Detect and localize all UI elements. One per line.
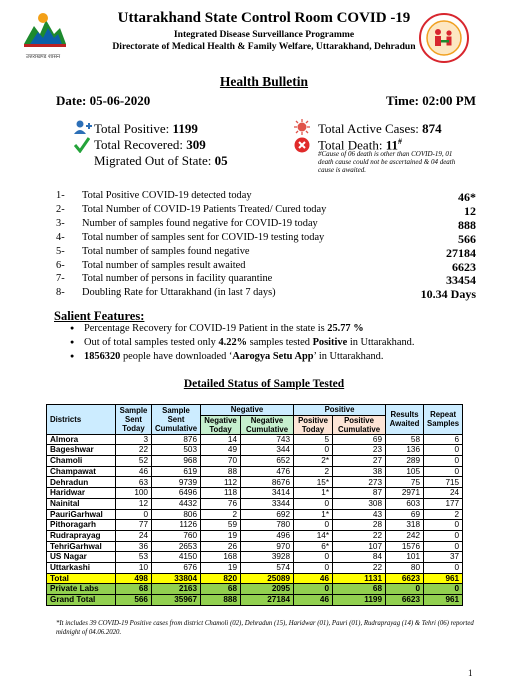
value-cell: 8676 (241, 477, 294, 488)
value-cell: 68 (201, 584, 241, 595)
value-cell: 715 (424, 477, 463, 488)
value-cell: 0 (424, 541, 463, 552)
value-cell: 22 (116, 445, 152, 456)
row-number: 3- (56, 217, 65, 229)
value-cell: 84 (333, 552, 386, 563)
row-number: 4- (56, 231, 65, 243)
value-cell: 2 (424, 509, 463, 520)
row-text: Total number of samples found negative (82, 245, 250, 257)
value-cell: 1199 (333, 595, 386, 606)
salient-text: Out of total samples tested only (84, 337, 219, 348)
value-cell: 70 (201, 456, 241, 467)
value-cell: 968 (152, 456, 201, 467)
value-cell: 6496 (152, 488, 201, 499)
value-cell: 0 (294, 584, 333, 595)
value-cell: 806 (152, 509, 201, 520)
value-cell: 876 (152, 434, 201, 445)
value-cell: 27184 (241, 595, 294, 606)
directorate-line: Directorate of Medical Health & Family Welfare, Uttarakhand, Dehradun (112, 41, 416, 52)
value-cell: 2095 (241, 584, 294, 595)
district-cell: Almora (47, 434, 116, 445)
value-cell: 63 (116, 477, 152, 488)
table-row (47, 434, 463, 445)
value-cell: 619 (152, 466, 201, 477)
district-cell: Haridwar (47, 488, 116, 499)
value-cell: 692 (241, 509, 294, 520)
row-value: 12 (464, 203, 476, 218)
value-cell: 1* (294, 488, 333, 499)
table-row (47, 530, 463, 541)
row-text: Total Positive COVID-19 detected today (82, 190, 252, 201)
value-cell: 3414 (241, 488, 294, 499)
logo-caption: उत्तराखण्ड शासन (25, 54, 61, 60)
value-cell: 22 (333, 530, 386, 541)
salient-value: Aarogya Setu App (232, 351, 314, 362)
total-active-value: 874 (422, 121, 442, 136)
value-cell: 1576 (386, 541, 424, 552)
value-cell: 574 (241, 562, 294, 573)
value-cell: 12 (116, 498, 152, 509)
value-cell: 23 (333, 445, 386, 456)
col-negative: Negative (201, 405, 294, 416)
value-cell: 760 (152, 530, 201, 541)
value-cell: 0 (424, 584, 463, 595)
salient-text: Percentage Recovery for COVID-19 Patient in the state is (84, 323, 328, 334)
value-cell: 780 (241, 520, 294, 531)
footnote: *It includes 39 COVID-19 Positive cases from district Chamoli (02), Dehradun (15), Haridwar (01), Pauri (01), Rudraprayag (14) & Tehri (06) reported midnight of 04.06.2020. (56, 620, 474, 636)
value-cell: 24 (424, 488, 463, 499)
value-cell: 5 (294, 434, 333, 445)
value-cell: 676 (152, 562, 201, 573)
salient-value: 1856320 (84, 351, 121, 362)
value-cell: 100 (116, 488, 152, 499)
value-cell: 6 (424, 434, 463, 445)
value-cell: 318 (386, 520, 424, 531)
value-cell: 1* (294, 509, 333, 520)
value-cell: 107 (333, 541, 386, 552)
death-mark: # (397, 137, 402, 146)
total-positive (94, 121, 198, 137)
programme-line: Integrated Disease Surveillance Programme (173, 29, 355, 40)
total-positive-label: Total Positive: (94, 121, 173, 136)
value-cell: 46 (116, 466, 152, 477)
bulletin-time: Time: 02:00 PM (386, 93, 477, 108)
value-cell: 1131 (333, 573, 386, 584)
salient-item-aarogya (84, 351, 383, 362)
value-cell: 961 (424, 595, 463, 606)
table-row (47, 520, 463, 531)
value-cell: 26 (201, 541, 241, 552)
district-cell: Bageshwar (47, 445, 116, 456)
total-death-label: Total Death: (318, 137, 386, 153)
bulletin-row (56, 273, 476, 287)
value-cell: 2653 (152, 541, 201, 552)
row-number: 7- (56, 273, 65, 285)
district-cell: Uttarkashi (47, 562, 116, 573)
value-cell: 0 (424, 562, 463, 573)
col-repeat-samples: Repeat Samples (424, 405, 463, 435)
value-cell: 19 (201, 530, 241, 541)
value-cell: 273 (333, 477, 386, 488)
value-cell: 2 (201, 509, 241, 520)
value-cell: 59 (201, 520, 241, 531)
row-text: Total number of samples result awaited (82, 259, 246, 271)
bulletin-row (56, 260, 476, 274)
salient-value: 25.77 % (327, 323, 364, 334)
page-title: Uttarakhand State Control Room COVID -19 (117, 10, 411, 26)
district-cell: PauriGarhwal (47, 509, 116, 520)
district-cell: Private Labs (47, 584, 116, 595)
value-cell: 2971 (386, 488, 424, 499)
table-grand-total-row (47, 595, 463, 606)
table-row (47, 498, 463, 509)
value-cell: 49 (201, 445, 241, 456)
value-cell: 0 (294, 498, 333, 509)
value-cell: 0 (424, 520, 463, 531)
value-cell: 27 (333, 456, 386, 467)
value-cell: 68 (333, 584, 386, 595)
value-cell: 52 (116, 456, 152, 467)
value-cell: 476 (241, 466, 294, 477)
table-total-row (47, 573, 463, 584)
value-cell: 25089 (241, 573, 294, 584)
row-text: Number of samples found negative for COVID-19 today (82, 217, 318, 229)
col-negative-cumulative: Negative Cumulative (241, 415, 294, 434)
value-cell: 603 (386, 498, 424, 509)
salient-item-positivity (84, 337, 414, 348)
value-cell: 58 (386, 434, 424, 445)
row-text: Doubling Rate for Uttarakhand (in last 7 days) (82, 287, 276, 299)
total-active-label: Total Active Cases: (318, 121, 423, 136)
district-cell: Total (47, 573, 116, 584)
bulletin-row (56, 246, 476, 260)
row-value: 566 (458, 231, 476, 246)
total-death-value: 11 (385, 137, 398, 153)
table-row (47, 445, 463, 456)
value-cell: 498 (116, 573, 152, 584)
migrated-label: Migrated Out of State: (94, 153, 215, 168)
value-cell: 43 (333, 509, 386, 520)
value-cell: 0 (424, 466, 463, 477)
death-note: #Cause of 06 death is other than COVID-19, 01 death cause could not be ascertained & 04 death cause is awaited. (318, 150, 456, 175)
page-number: 1 (468, 668, 473, 678)
sample-status-table (46, 404, 463, 606)
value-cell: 35967 (152, 595, 201, 606)
value-cell: 69 (386, 509, 424, 520)
value-cell: 0 (386, 584, 424, 595)
value-cell: 743 (241, 434, 294, 445)
total-positive-value: 1199 (172, 121, 198, 136)
col-positive: Positive (294, 405, 386, 416)
value-cell: 970 (241, 541, 294, 552)
value-cell: 0 (294, 445, 333, 456)
salient-value: Positive (312, 337, 348, 348)
row-value: 6623 (452, 259, 476, 274)
value-cell: 36 (116, 541, 152, 552)
salient-text: samples tested (247, 337, 313, 348)
value-cell: 6623 (386, 573, 424, 584)
value-cell: 0 (424, 456, 463, 467)
value-cell: 76 (201, 498, 241, 509)
table-row (47, 466, 463, 477)
row-value: 10.34 Days (420, 287, 476, 302)
row-number: 2- (56, 203, 65, 215)
row-number: 8- (56, 287, 65, 299)
value-cell: 0 (424, 530, 463, 541)
value-cell: 177 (424, 498, 463, 509)
salient-text: people have downloaded ‘ (120, 351, 233, 362)
value-cell: 289 (386, 456, 424, 467)
table-title: Detailed Status of Sample Tested (183, 378, 345, 390)
col-districts: Districts (47, 405, 116, 435)
district-cell: US Nagar (47, 552, 116, 563)
value-cell: 6623 (386, 595, 424, 606)
row-value: 33454 (446, 273, 476, 288)
value-cell: 3928 (241, 552, 294, 563)
value-cell: 53 (116, 552, 152, 563)
district-cell: Nainital (47, 498, 116, 509)
salient-value: 4.22% (218, 337, 248, 348)
value-cell: 19 (201, 562, 241, 573)
district-cell: Grand Total (47, 595, 116, 606)
value-cell: 2163 (152, 584, 201, 595)
district-cell: Chamoli (47, 456, 116, 467)
migrated-out (94, 153, 228, 169)
total-recovered-label: Total Recovered: (94, 137, 187, 152)
value-cell: 4150 (152, 552, 201, 563)
value-cell: 37 (424, 552, 463, 563)
value-cell: 112 (201, 477, 241, 488)
salient-text: ’ in Uttarakhand. (313, 351, 384, 362)
col-sample-sent-cumulative: Sample Sent Cumulative (152, 405, 201, 435)
value-cell: 136 (386, 445, 424, 456)
district-cell: Rudraprayag (47, 530, 116, 541)
value-cell: 2 (294, 466, 333, 477)
district-cell: Dehradun (47, 477, 116, 488)
row-text: Total number of samples sent for COVID-19 testing today (82, 231, 325, 243)
value-cell: 77 (116, 520, 152, 531)
bulletin-date: Date: 05-06-2020 (56, 93, 151, 108)
check-icon (74, 137, 90, 158)
migrated-value: 05 (214, 153, 228, 168)
value-cell: 496 (241, 530, 294, 541)
table-row (47, 509, 463, 520)
value-cell: 0 (294, 520, 333, 531)
value-cell: 105 (386, 466, 424, 477)
value-cell: 3 (116, 434, 152, 445)
value-cell: 652 (241, 456, 294, 467)
value-cell: 0 (116, 509, 152, 520)
salient-item-recovery (84, 323, 364, 334)
value-cell: 46 (294, 573, 333, 584)
value-cell: 28 (333, 520, 386, 531)
bulletin-title: Health Bulletin (219, 74, 309, 89)
row-number: 5- (56, 245, 65, 257)
value-cell: 961 (424, 573, 463, 584)
value-cell: 75 (386, 477, 424, 488)
value-cell: 24 (116, 530, 152, 541)
district-cell: Pithoragarh (47, 520, 116, 531)
bulletin-row (56, 232, 476, 246)
col-positive-cumulative: Positive Cumulative (333, 415, 386, 434)
value-cell: 0 (294, 552, 333, 563)
value-cell: 9739 (152, 477, 201, 488)
value-cell: 566 (116, 595, 152, 606)
bulletin-row (56, 218, 476, 232)
table-row (47, 562, 463, 573)
value-cell: 88 (201, 466, 241, 477)
close-circle-icon (294, 137, 310, 158)
bulletin-row (56, 190, 476, 204)
value-cell: 38 (333, 466, 386, 477)
salient-title: Salient Features: (54, 309, 145, 323)
value-cell: 168 (201, 552, 241, 563)
col-negative-today: Negative Today (201, 415, 241, 434)
value-cell: 15* (294, 477, 333, 488)
value-cell: 308 (333, 498, 386, 509)
value-cell: 3344 (241, 498, 294, 509)
value-cell: 33804 (152, 573, 201, 584)
value-cell: 503 (152, 445, 201, 456)
value-cell: 0 (294, 562, 333, 573)
col-results-awaited: Results Awaited (386, 405, 424, 435)
value-cell: 46 (294, 595, 333, 606)
value-cell: 87 (333, 488, 386, 499)
table-row (47, 552, 463, 563)
table-row (47, 477, 463, 488)
table-row (47, 456, 463, 467)
row-value: 888 (458, 217, 476, 232)
value-cell: 2* (294, 456, 333, 467)
row-number: 1- (56, 190, 65, 201)
row-text: Total number of persons in facility quarantine (82, 273, 273, 285)
row-value: 46* (458, 190, 476, 204)
total-recovered (94, 137, 206, 153)
value-cell: 14* (294, 530, 333, 541)
table-row (47, 541, 463, 552)
value-cell: 80 (386, 562, 424, 573)
total-active (318, 121, 442, 137)
row-number: 6- (56, 259, 65, 271)
table-private-labs-row (47, 584, 463, 595)
value-cell: 6* (294, 541, 333, 552)
value-cell: 22 (333, 562, 386, 573)
salient-text: in Uttarakhand. (347, 337, 415, 348)
col-sample-sent-today: Sample Sent Today (116, 405, 152, 435)
row-text: Total Number of COVID-19 Patients Treated/ Cured today (82, 203, 327, 215)
value-cell: 0 (424, 445, 463, 456)
value-cell: 14 (201, 434, 241, 445)
value-cell: 4432 (152, 498, 201, 509)
value-cell: 344 (241, 445, 294, 456)
value-cell: 1126 (152, 520, 201, 531)
total-recovered-value: 309 (186, 137, 206, 152)
col-positive-today: Positive Today (294, 415, 333, 434)
value-cell: 242 (386, 530, 424, 541)
value-cell: 10 (116, 562, 152, 573)
district-cell: Champawat (47, 466, 116, 477)
bulletin-row (56, 287, 476, 301)
value-cell: 888 (201, 595, 241, 606)
value-cell: 820 (201, 573, 241, 584)
district-cell: TehriGarhwal (47, 541, 116, 552)
value-cell: 69 (333, 434, 386, 445)
value-cell: 68 (116, 584, 152, 595)
table-row (47, 488, 463, 499)
value-cell: 101 (386, 552, 424, 563)
value-cell: 118 (201, 488, 241, 499)
bulletin-row (56, 204, 476, 218)
row-value: 27184 (446, 245, 476, 260)
